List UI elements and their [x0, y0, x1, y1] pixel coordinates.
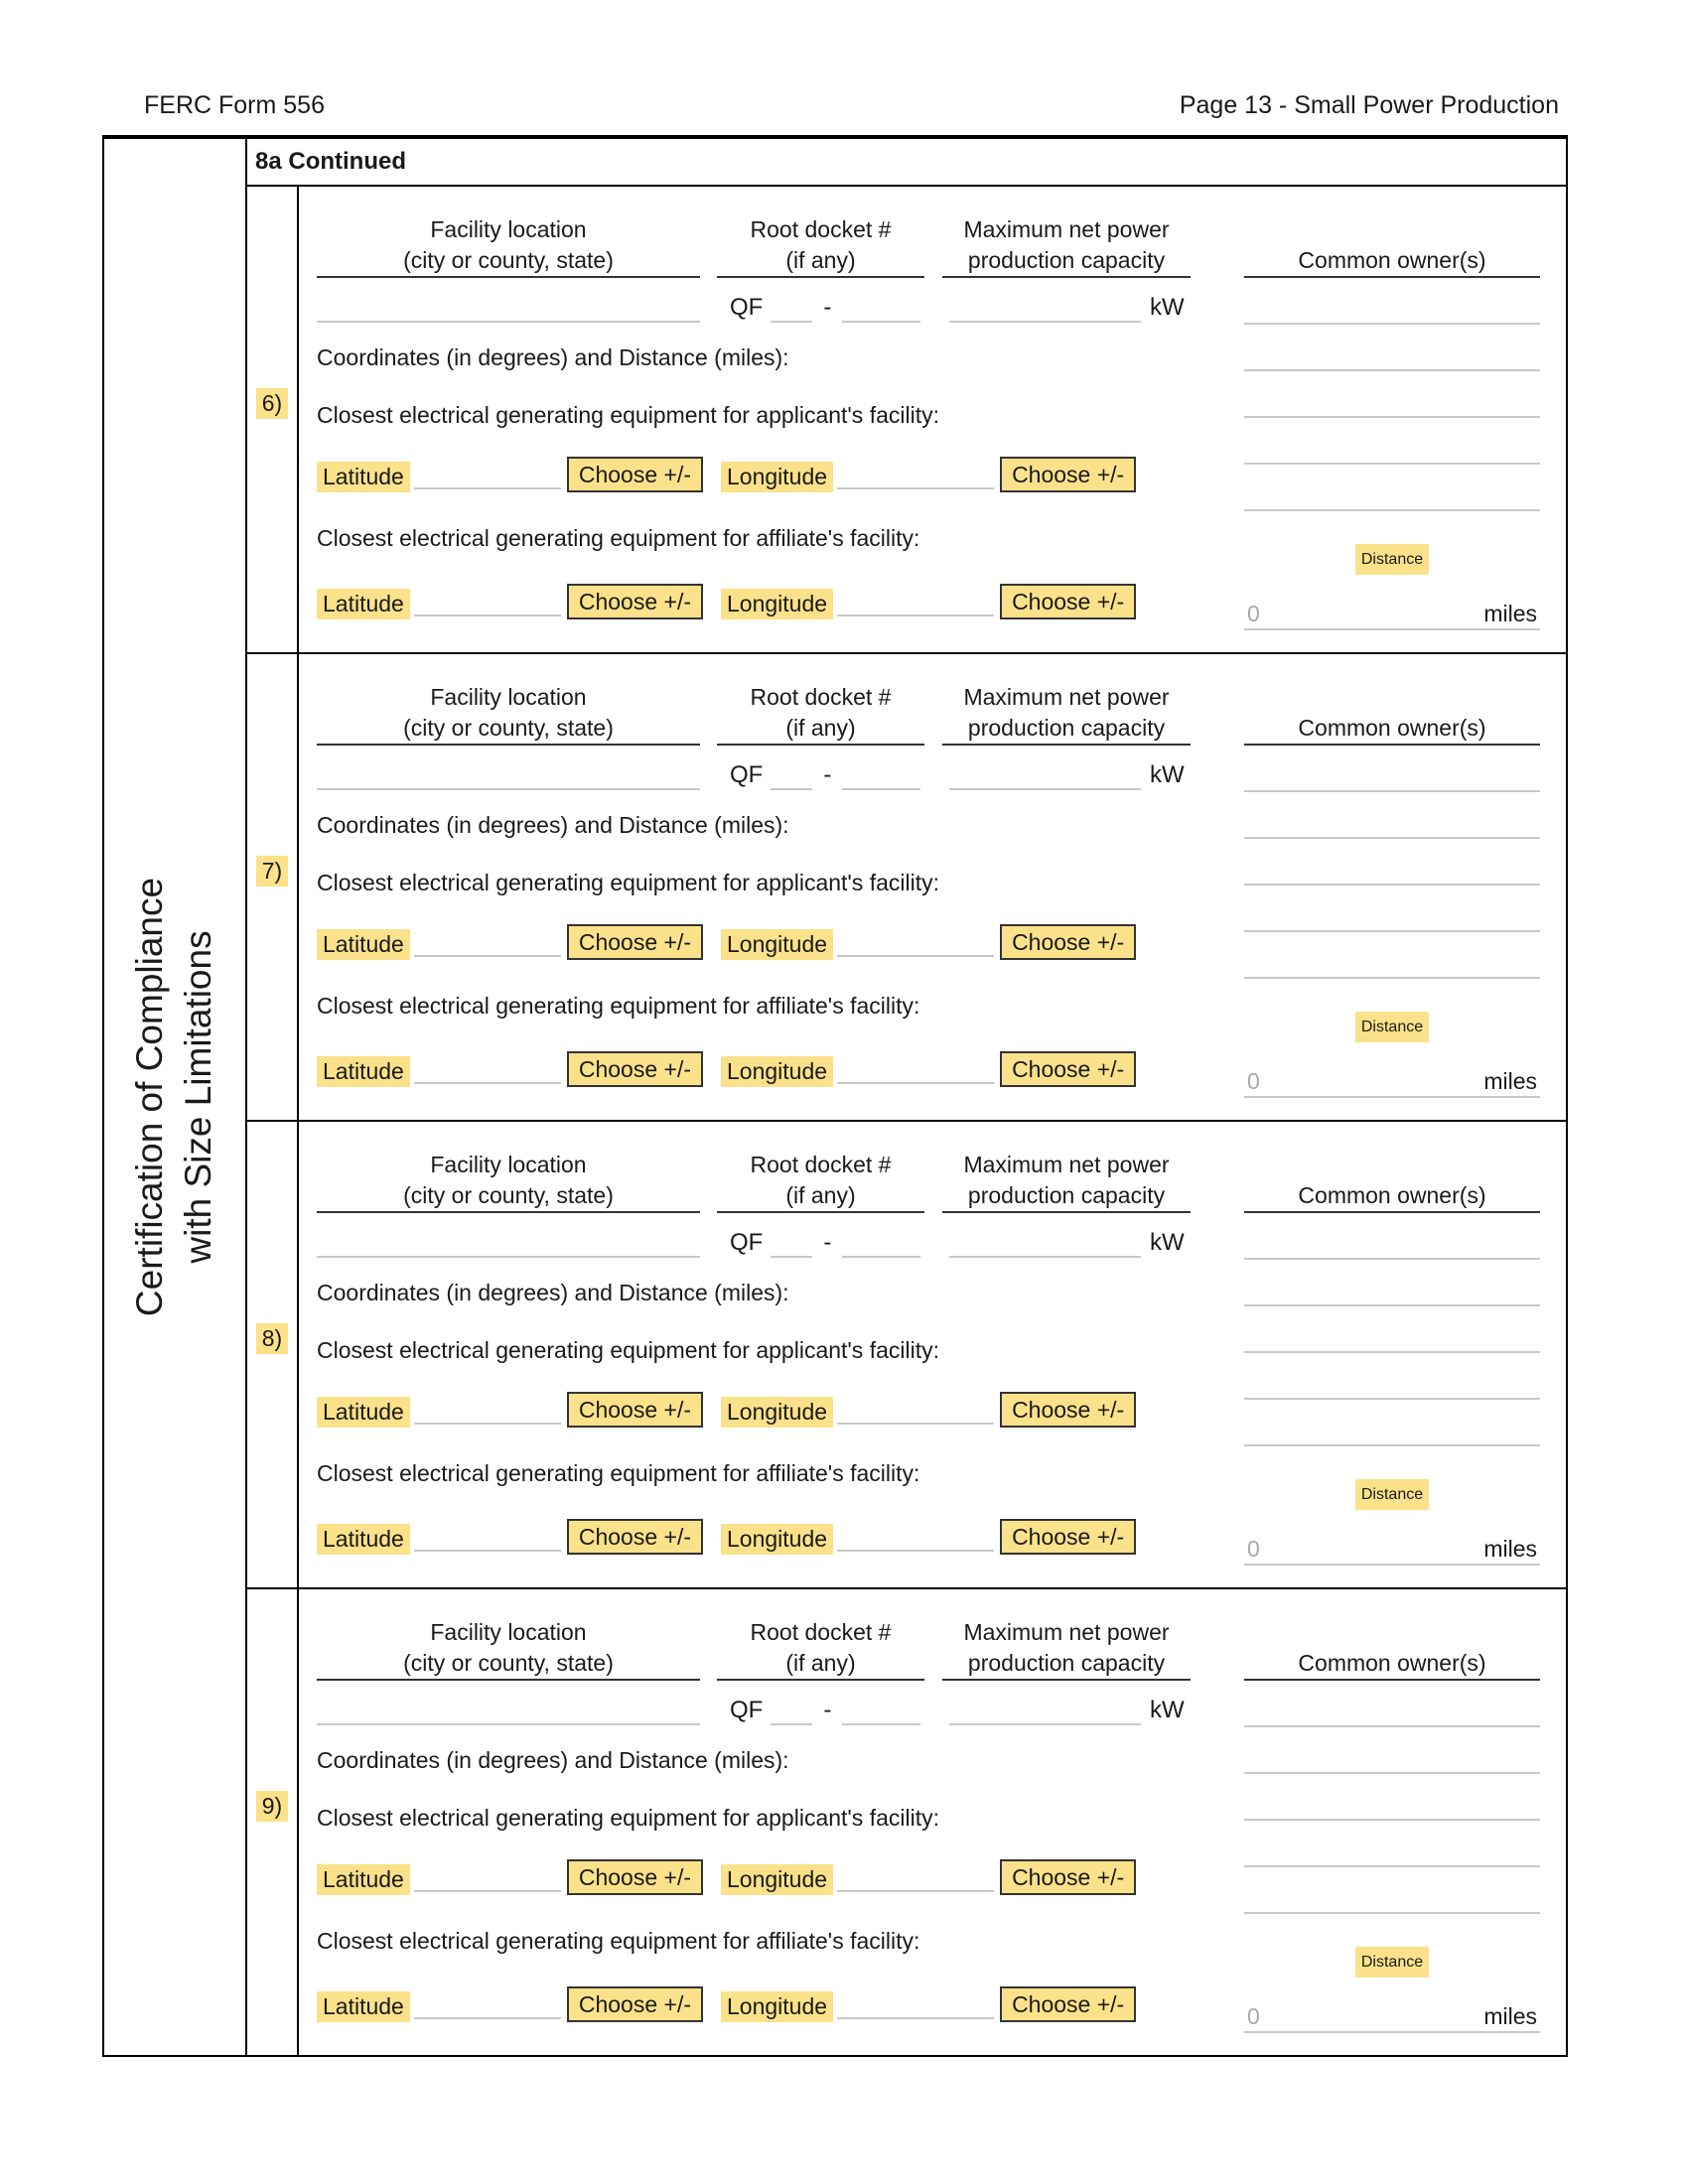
affiliate-equipment-label: Closest electrical generating equipment for affiliate's facility: [317, 525, 920, 551]
affiliate-latitude-sign-select[interactable]: Choose +/- [567, 584, 703, 619]
affiliate-latitude-label: Latitude [317, 589, 410, 619]
facility-location-header-line2: (city or county, state) [403, 715, 614, 741]
section-left-fields [317, 214, 1213, 652]
affiliate-longitude-label: Longitude [721, 589, 833, 619]
affiliate-latitude-input[interactable] [414, 1520, 561, 1552]
facility-header-row [317, 1617, 1213, 1725]
affiliate-longitude-input[interactable] [837, 1520, 994, 1552]
distance-input[interactable]: 0 [1247, 601, 1260, 626]
root-docket-field-row [717, 746, 924, 790]
common-owner-input[interactable] [1244, 1821, 1540, 1867]
distance-label: Distance [1355, 1947, 1429, 1978]
common-owner-input[interactable] [1244, 1353, 1540, 1400]
facility-location-header [317, 1617, 700, 1681]
common-owners-column [1244, 1150, 1540, 1587]
applicant-equipment-label: Closest electrical generating equipment for applicant's facility: [317, 870, 939, 895]
common-owner-input[interactable] [1244, 1774, 1540, 1821]
affiliate-latitude-label: Latitude [317, 1524, 410, 1555]
affiliate-latlong-row [317, 584, 1213, 619]
applicant-latitude-label: Latitude [317, 462, 410, 492]
common-owners-column [1244, 1617, 1540, 2055]
distance-label: Distance [1355, 1479, 1429, 1510]
applicant-longitude-label: Longitude [721, 1864, 833, 1895]
common-owner-input[interactable] [1244, 325, 1540, 371]
capacity-header [942, 1150, 1191, 1213]
applicant-latlong-row [317, 1859, 1213, 1895]
section-left-fields [317, 1150, 1213, 1587]
distance-field [1244, 1056, 1540, 1098]
sidebar-title-line1: Certification of Compliance [129, 877, 171, 1317]
facility-location-input[interactable] [317, 285, 700, 323]
capacity-column [942, 682, 1191, 790]
capacity-field-row [942, 278, 1191, 323]
facility-location-header-line1: Facility location [430, 216, 587, 242]
common-owners-column [1244, 682, 1540, 1120]
capacity-input[interactable] [949, 1690, 1141, 1725]
docket-year-input[interactable] [771, 1690, 812, 1725]
distance-label: Distance [1355, 544, 1429, 575]
qf-prefix-label: QF [730, 294, 764, 321]
applicant-longitude-label: Longitude [721, 462, 833, 492]
root-docket-column [717, 214, 924, 323]
applicant-longitude-input[interactable] [837, 1393, 994, 1425]
facility-section [247, 652, 1566, 1120]
page-header [144, 91, 1559, 120]
affiliate-equipment-label: Closest electrical generating equipment for affiliate's facility: [317, 993, 920, 1019]
capacity-header [942, 214, 1191, 278]
kw-unit-label: kW [1150, 1229, 1185, 1256]
affiliate-latitude-label: Latitude [317, 1991, 410, 2022]
distance-field [1244, 1991, 1540, 2033]
applicant-longitude-input[interactable] [837, 458, 994, 489]
applicant-longitude-sign-select[interactable]: Choose +/- [1000, 924, 1136, 960]
section-number-column [247, 1122, 297, 1587]
form-content [247, 139, 1566, 2055]
section-body [297, 1122, 1566, 1587]
root-docket-header-line2: (if any) [785, 1182, 856, 1208]
affiliate-equipment-label: Closest electrical generating equipment for affiliate's facility: [317, 1928, 920, 1954]
applicant-latitude-label: Latitude [317, 1397, 410, 1428]
distance-input[interactable]: 0 [1247, 1068, 1260, 1094]
docket-separator: - [823, 761, 832, 788]
section-body [297, 1589, 1566, 2055]
common-owner-input[interactable] [1244, 1260, 1540, 1306]
root-docket-header-line1: Root docket # [750, 1152, 892, 1177]
common-owner-input[interactable] [1244, 1727, 1540, 1774]
applicant-latitude-label: Latitude [317, 929, 410, 960]
root-docket-header-line1: Root docket # [750, 1619, 892, 1645]
root-docket-header [717, 1617, 924, 1681]
applicant-latitude-sign-select[interactable]: Choose +/- [567, 1392, 703, 1428]
section-number: 8) [256, 1323, 288, 1354]
facility-location-header [317, 214, 700, 278]
distance-label-wrap [1244, 544, 1540, 575]
affiliate-longitude-input[interactable] [837, 585, 994, 616]
capacity-header [942, 682, 1191, 746]
common-owner-input[interactable] [1244, 418, 1540, 465]
common-owner-input[interactable] [1244, 932, 1540, 979]
coordinates-label: Coordinates (in degrees) and Distance (miles): [317, 1280, 789, 1305]
root-docket-header [717, 682, 924, 746]
affiliate-equipment-label: Closest electrical generating equipment for affiliate's facility: [317, 1460, 920, 1486]
section-number-column [247, 187, 297, 652]
facility-location-header-line2: (city or county, state) [403, 1182, 614, 1208]
affiliate-longitude-label: Longitude [721, 1056, 833, 1087]
section-number-column [247, 654, 297, 1120]
capacity-input[interactable] [949, 287, 1141, 323]
miles-unit-label: miles [1483, 601, 1537, 626]
coordinates-label: Coordinates (in degrees) and Distance (miles): [317, 812, 789, 838]
facility-location-column [317, 214, 700, 323]
capacity-field-row [942, 1213, 1191, 1258]
affiliate-latlong-row [317, 1986, 1213, 2022]
root-docket-header-line1: Root docket # [750, 216, 892, 242]
applicant-latlong-row [317, 924, 1213, 960]
capacity-column [942, 1617, 1191, 1725]
docket-number-input[interactable] [842, 287, 920, 323]
common-owner-input[interactable] [1244, 465, 1540, 511]
applicant-latitude-sign-select[interactable]: Choose +/- [567, 457, 703, 492]
capacity-header-line1: Maximum net power [963, 216, 1170, 242]
root-docket-field-row [717, 1681, 924, 1725]
root-docket-field-row [717, 1213, 924, 1258]
capacity-field-row [942, 746, 1191, 790]
root-docket-header-line2: (if any) [785, 715, 856, 741]
common-owner-input[interactable] [1244, 886, 1540, 932]
sidebar-title-line2: with Size Limitations [178, 930, 218, 1264]
applicant-latlong-row [317, 1392, 1213, 1428]
section-8a-continued-header: 8a Continued [247, 139, 1566, 187]
common-owner-input[interactable] [1244, 839, 1540, 886]
applicant-longitude-sign-select[interactable]: Choose +/- [1000, 457, 1136, 492]
qf-prefix-label: QF [730, 761, 764, 788]
affiliate-latitude-sign-select[interactable]: Choose +/- [567, 1986, 703, 2022]
applicant-latitude-sign-select[interactable]: Choose +/- [567, 1859, 703, 1895]
section-left-fields [317, 1617, 1213, 2055]
section-number: 9) [256, 1791, 288, 1822]
capacity-header [942, 1617, 1191, 1681]
affiliate-longitude-sign-select[interactable]: Choose +/- [1000, 1986, 1136, 2022]
common-owners-header: Common owner(s) [1244, 1150, 1540, 1213]
common-owner-input[interactable] [1244, 278, 1540, 325]
applicant-longitude-label: Longitude [721, 929, 833, 960]
facility-location-field-row [317, 746, 700, 790]
common-owner-input[interactable] [1244, 1213, 1540, 1260]
qf-prefix-label: QF [730, 1697, 764, 1723]
common-owner-input[interactable] [1244, 1867, 1540, 1914]
common-owners-column [1244, 214, 1540, 652]
miles-unit-label: miles [1483, 1536, 1537, 1562]
affiliate-longitude-input[interactable] [837, 1052, 994, 1084]
docket-number-input[interactable] [842, 1690, 920, 1725]
capacity-column [942, 214, 1191, 323]
docket-separator: - [823, 294, 832, 321]
facility-location-header [317, 682, 700, 746]
affiliate-latlong-row [317, 1519, 1213, 1555]
common-owner-input[interactable] [1244, 371, 1540, 418]
facility-header-row [317, 682, 1213, 790]
applicant-longitude-sign-select[interactable]: Choose +/- [1000, 1859, 1136, 1895]
common-owners-header: Common owner(s) [1244, 682, 1540, 746]
coordinates-label: Coordinates (in degrees) and Distance (miles): [317, 344, 789, 370]
affiliate-latitude-input[interactable] [414, 1987, 561, 2019]
applicant-latitude-label: Latitude [317, 1864, 410, 1895]
root-docket-header-line2: (if any) [785, 247, 856, 273]
kw-unit-label: kW [1150, 1697, 1185, 1723]
root-docket-column [717, 682, 924, 790]
capacity-input[interactable] [949, 754, 1141, 790]
affiliate-longitude-label: Longitude [721, 1991, 833, 2022]
affiliate-longitude-sign-select[interactable]: Choose +/- [1000, 1051, 1136, 1087]
facility-location-column [317, 682, 700, 790]
affiliate-latitude-input[interactable] [414, 585, 561, 616]
facility-header-row [317, 1150, 1213, 1258]
affiliate-longitude-sign-select[interactable]: Choose +/- [1000, 1519, 1136, 1555]
docket-year-input[interactable] [771, 287, 812, 323]
facility-section [247, 1587, 1566, 2055]
miles-unit-label: miles [1483, 2003, 1537, 2029]
applicant-longitude-sign-select[interactable]: Choose +/- [1000, 1392, 1136, 1428]
kw-unit-label: kW [1150, 761, 1185, 788]
applicant-latlong-row [317, 457, 1213, 492]
facility-location-column [317, 1150, 700, 1258]
section-number: 6) [256, 388, 288, 419]
capacity-field-row [942, 1681, 1191, 1725]
affiliate-latitude-label: Latitude [317, 1056, 410, 1087]
capacity-input[interactable] [949, 1222, 1141, 1258]
common-owner-input[interactable] [1244, 746, 1540, 792]
facility-section [247, 1120, 1566, 1587]
capacity-header-line2: production capacity [967, 1182, 1166, 1208]
applicant-longitude-label: Longitude [721, 1397, 833, 1428]
facility-location-field-row [317, 1681, 700, 1725]
distance-field [1244, 1524, 1540, 1566]
facility-location-header-line1: Facility location [430, 1152, 587, 1177]
form-main-box [102, 135, 1568, 2057]
facility-location-field-row [317, 1213, 700, 1258]
applicant-longitude-input[interactable] [837, 925, 994, 957]
applicant-latitude-input[interactable] [414, 1860, 561, 1892]
applicant-equipment-label: Closest electrical generating equipment for applicant's facility: [317, 402, 939, 428]
affiliate-longitude-sign-select[interactable]: Choose +/- [1000, 584, 1136, 619]
facility-location-header-line1: Facility location [430, 1619, 587, 1645]
common-owner-input[interactable] [1244, 792, 1540, 839]
facility-location-column [317, 1617, 700, 1725]
capacity-column [942, 1150, 1191, 1258]
applicant-latitude-input[interactable] [414, 1393, 561, 1425]
affiliate-longitude-input[interactable] [837, 1987, 994, 2019]
common-owner-input[interactable] [1244, 1400, 1540, 1446]
root-docket-header-line2: (if any) [785, 1650, 856, 1676]
applicant-latitude-sign-select[interactable]: Choose +/- [567, 924, 703, 960]
capacity-header-line1: Maximum net power [963, 684, 1170, 710]
affiliate-longitude-label: Longitude [721, 1524, 833, 1555]
capacity-header-line2: production capacity [967, 247, 1166, 273]
section-left-fields [317, 682, 1213, 1120]
capacity-header-line1: Maximum net power [963, 1152, 1170, 1177]
capacity-header-line2: production capacity [967, 1650, 1166, 1676]
facility-location-header-line2: (city or county, state) [403, 247, 614, 273]
distance-label-wrap [1244, 1947, 1540, 1978]
facility-header-row [317, 214, 1213, 323]
section-number: 7) [256, 856, 288, 887]
applicant-equipment-label: Closest electrical generating equipment for applicant's facility: [317, 1805, 939, 1831]
root-docket-column [717, 1150, 924, 1258]
docket-year-input[interactable] [771, 1222, 812, 1258]
common-owner-input[interactable] [1244, 1681, 1540, 1727]
docket-separator: - [823, 1697, 832, 1723]
common-owners-header: Common owner(s) [1244, 214, 1540, 278]
docket-number-input[interactable] [842, 754, 920, 790]
docket-number-input[interactable] [842, 1222, 920, 1258]
facility-location-field-row [317, 278, 700, 323]
applicant-latitude-input[interactable] [414, 925, 561, 957]
common-owner-input[interactable] [1244, 1306, 1540, 1353]
root-docket-column [717, 1617, 924, 1725]
kw-unit-label: kW [1150, 294, 1185, 321]
affiliate-latitude-sign-select[interactable]: Choose +/- [567, 1519, 703, 1555]
facility-location-input[interactable] [317, 752, 700, 790]
facility-location-header [317, 1150, 700, 1213]
miles-unit-label: miles [1483, 1068, 1537, 1094]
page-indicator: Page 13 - Small Power Production [1179, 91, 1559, 119]
section-body [297, 654, 1566, 1120]
root-docket-header [717, 214, 924, 278]
form-title: FERC Form 556 [144, 91, 325, 119]
affiliate-latitude-sign-select[interactable]: Choose +/- [567, 1051, 703, 1087]
section-body [297, 187, 1566, 652]
section-number-column [247, 1589, 297, 2055]
common-owners-header: Common owner(s) [1244, 1617, 1540, 1681]
docket-separator: - [823, 1229, 832, 1256]
qf-prefix-label: QF [730, 1229, 764, 1256]
section-sidebar [104, 139, 247, 2055]
distance-label: Distance [1355, 1012, 1429, 1042]
facility-location-header-line1: Facility location [430, 684, 587, 710]
distance-label-wrap [1244, 1479, 1540, 1510]
affiliate-latlong-row [317, 1051, 1213, 1087]
root-docket-field-row [717, 278, 924, 323]
facility-location-input[interactable] [317, 1220, 700, 1258]
docket-year-input[interactable] [771, 754, 812, 790]
capacity-header-line1: Maximum net power [963, 1619, 1170, 1645]
root-docket-header-line1: Root docket # [750, 684, 892, 710]
section-sidebar-title [126, 878, 223, 1316]
distance-input[interactable]: 0 [1247, 1536, 1260, 1562]
facility-location-header-line2: (city or county, state) [403, 1650, 614, 1676]
facility-location-input[interactable] [317, 1688, 700, 1725]
facility-section [247, 187, 1566, 652]
applicant-equipment-label: Closest electrical generating equipment for applicant's facility: [317, 1337, 939, 1363]
applicant-latitude-input[interactable] [414, 458, 561, 489]
distance-field [1244, 589, 1540, 630]
facility-sections [247, 187, 1566, 2055]
distance-input[interactable]: 0 [1247, 2003, 1260, 2029]
applicant-longitude-input[interactable] [837, 1860, 994, 1892]
coordinates-label: Coordinates (in degrees) and Distance (miles): [317, 1747, 789, 1773]
distance-label-wrap [1244, 1012, 1540, 1042]
capacity-header-line2: production capacity [967, 715, 1166, 741]
root-docket-header [717, 1150, 924, 1213]
affiliate-latitude-input[interactable] [414, 1052, 561, 1084]
